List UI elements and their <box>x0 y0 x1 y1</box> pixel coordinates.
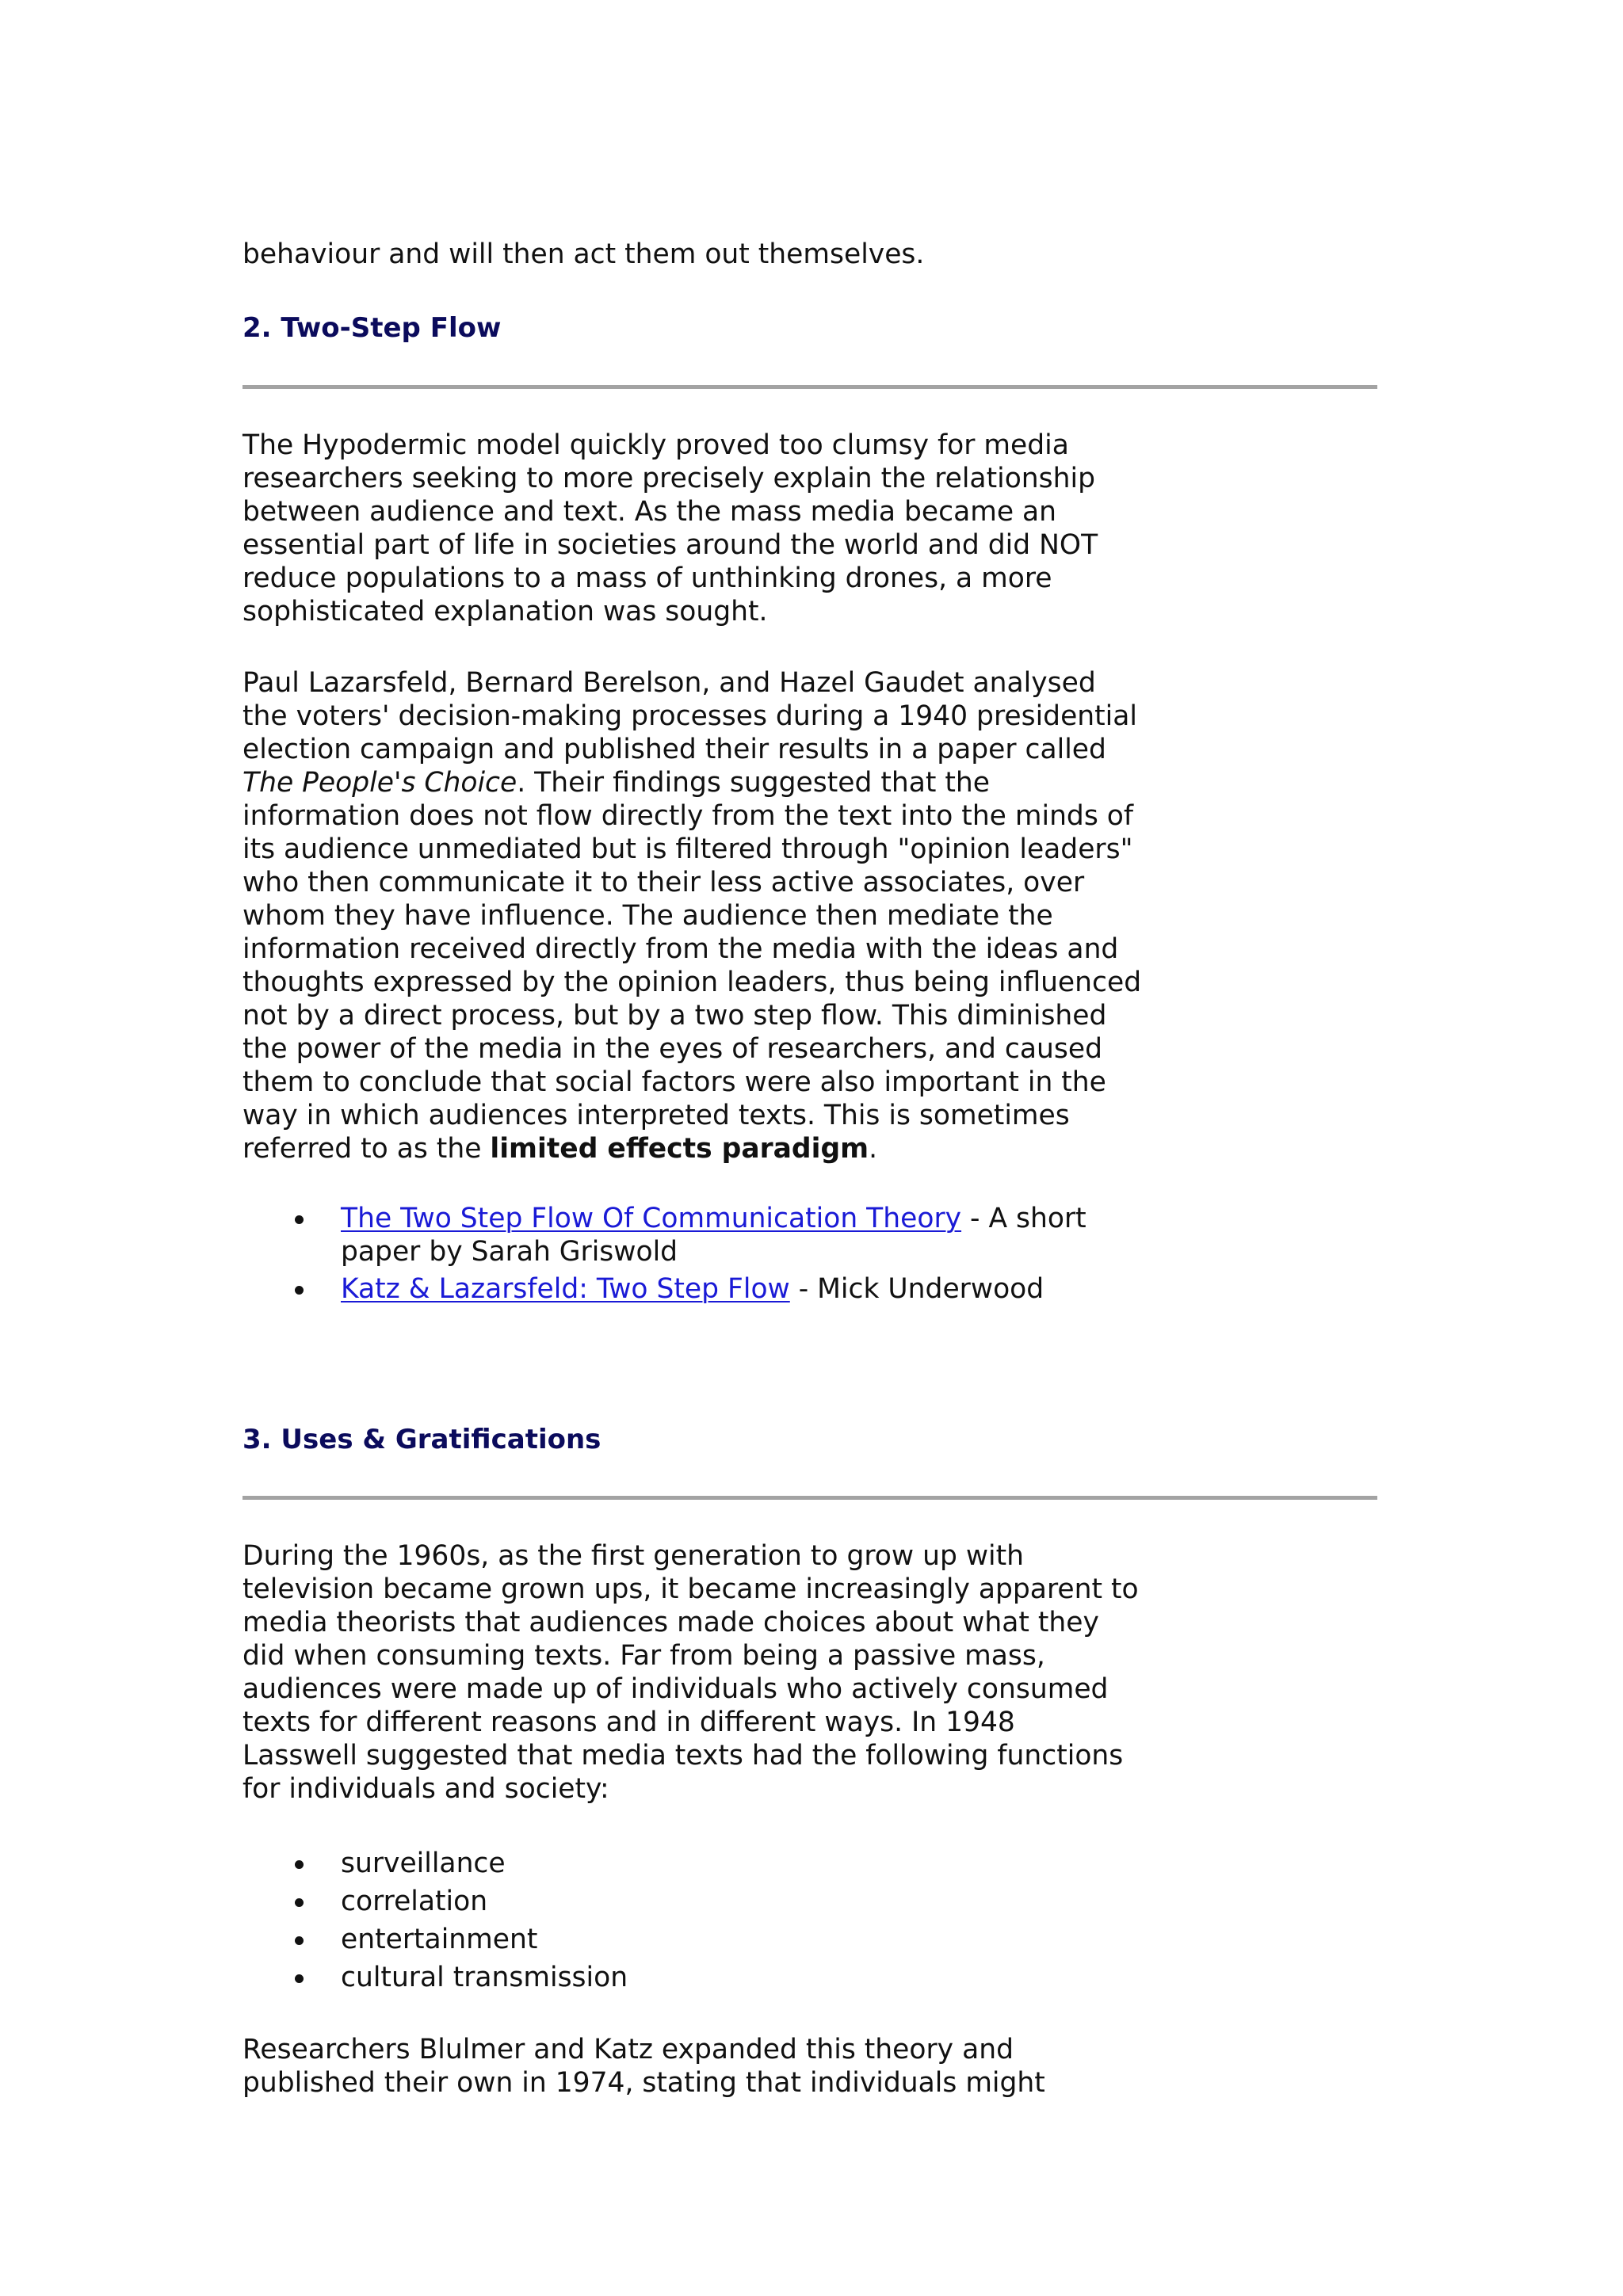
reference-links-list <box>242 1202 1086 1306</box>
text-line: Lasswell suggested that media texts had the following functions <box>242 1740 1124 1772</box>
text-line: information does not flow directly from the text into the minds of <box>242 800 1134 832</box>
two-step-flow-paragraph-1 <box>242 429 1146 628</box>
text-line: reduce populations to a mass of unthinking drones, a more <box>242 563 1052 594</box>
text-line: texts for different reasons and in different ways. In 1948 <box>242 1707 1015 1738</box>
link-description: - A short <box>961 1203 1086 1234</box>
bullet-icon <box>295 1974 304 1983</box>
list-item <box>242 1272 1086 1306</box>
link-description: paper by Sarah Griswold <box>341 1236 678 1268</box>
text-line: thoughts expressed by the opinion leaders, thus being influenced <box>242 967 1142 998</box>
text-line: television became grown ups, it became increasingly apparent to <box>242 1573 1139 1605</box>
text-line: between audience and text. As the mass media became an <box>242 496 1057 528</box>
text-line: who then communicate it to their less active associates, over <box>242 867 1085 898</box>
text-line: behaviour and will then act them out themselves. <box>242 238 925 270</box>
uses-gratifications-paragraph-2 <box>242 2033 1146 2100</box>
list-item <box>242 1923 628 1956</box>
text-line: During the 1960s, as the first generation to grow up with <box>242 1540 1025 1572</box>
bullet-icon <box>295 1286 304 1295</box>
text-line: for individuals and society: <box>242 1773 609 1805</box>
text-line: election campaign and published their results in a paper called <box>242 734 1106 765</box>
text-line: way in which audiences interpreted texts. This is sometimes <box>242 1100 1070 1131</box>
text-line: essential part of life in societies around the world and did NOT <box>242 529 1098 561</box>
text-line: the power of the media in the eyes of researchers, and caused <box>242 1033 1102 1065</box>
text-line: information received directly from the media with the ideas and <box>242 933 1119 965</box>
text-line: not by a direct process, but by a two step flow. This diminished <box>242 1000 1107 1032</box>
bullet-icon <box>295 1215 304 1224</box>
uses-gratifications-paragraph-1 <box>242 1539 1146 1806</box>
text-line: them to conclude that social factors were also important in the <box>242 1066 1106 1098</box>
function-label: cultural transmission <box>341 1962 628 1993</box>
link-description: - Mick Underwood <box>789 1273 1044 1305</box>
text-line <box>242 1132 1146 1165</box>
text-fragment: referred to as the <box>242 1133 491 1165</box>
section-heading-two-step-flow: 2. Two-Step Flow <box>242 312 502 344</box>
bullet-icon <box>295 1898 304 1907</box>
bullet-icon <box>295 1860 304 1869</box>
text-line: The Hypodermic model quickly proved too clumsy for media <box>242 429 1069 461</box>
text-fragment: . <box>869 1133 878 1165</box>
function-label: entertainment <box>341 1924 538 1955</box>
text-line: Paul Lazarsfeld, Bernard Berelson, and Hazel Gaudet analysed <box>242 667 1096 699</box>
text-line: Researchers Blulmer and Katz expanded this theory and <box>242 2034 1014 2065</box>
text-fragment: . Their findings suggested that the <box>517 767 990 799</box>
book-title: The People's Choice <box>242 767 517 799</box>
text-line: media theorists that audiences made choices about what they <box>242 1607 1099 1638</box>
list-item <box>242 1202 1086 1268</box>
list-item <box>242 1961 628 1994</box>
list-item <box>242 1885 628 1918</box>
function-label: correlation <box>341 1886 488 1917</box>
text-line: whom they have influence. The audience then mediate the <box>242 900 1053 932</box>
intro-tail-paragraph <box>242 238 1146 271</box>
section-divider <box>242 385 1377 389</box>
key-term: limited effects paradigm <box>490 1133 869 1165</box>
section-heading-uses-gratifications: 3. Uses & Gratifications <box>242 1424 601 1455</box>
text-line: researchers seeking to more precisely explain the relationship <box>242 463 1095 494</box>
link-two-step-flow-theory[interactable]: The Two Step Flow Of Communication Theory <box>341 1203 962 1234</box>
text-line: its audience unmediated but is filtered through "opinion leaders" <box>242 833 1133 865</box>
text-line <box>242 766 1146 799</box>
media-functions-list <box>242 1847 628 1994</box>
bullet-icon <box>295 1936 304 1945</box>
text-line: sophisticated explanation was sought. <box>242 596 768 627</box>
text-line: did when consuming texts. Far from being a passive mass, <box>242 1640 1045 1672</box>
section-divider <box>242 1496 1377 1500</box>
link-katz-lazarsfeld[interactable]: Katz & Lazarsfeld: Two Step Flow <box>341 1273 790 1305</box>
text-line: published their own in 1974, stating that individuals might <box>242 2067 1045 2099</box>
list-item <box>242 1847 628 1880</box>
text-line: audiences were made up of individuals who actively consumed <box>242 1673 1109 1705</box>
text-line: the voters' decision-making processes during a 1940 presidential <box>242 700 1137 732</box>
two-step-flow-paragraph-2 <box>242 666 1146 1165</box>
function-label: surveillance <box>341 1848 506 1879</box>
